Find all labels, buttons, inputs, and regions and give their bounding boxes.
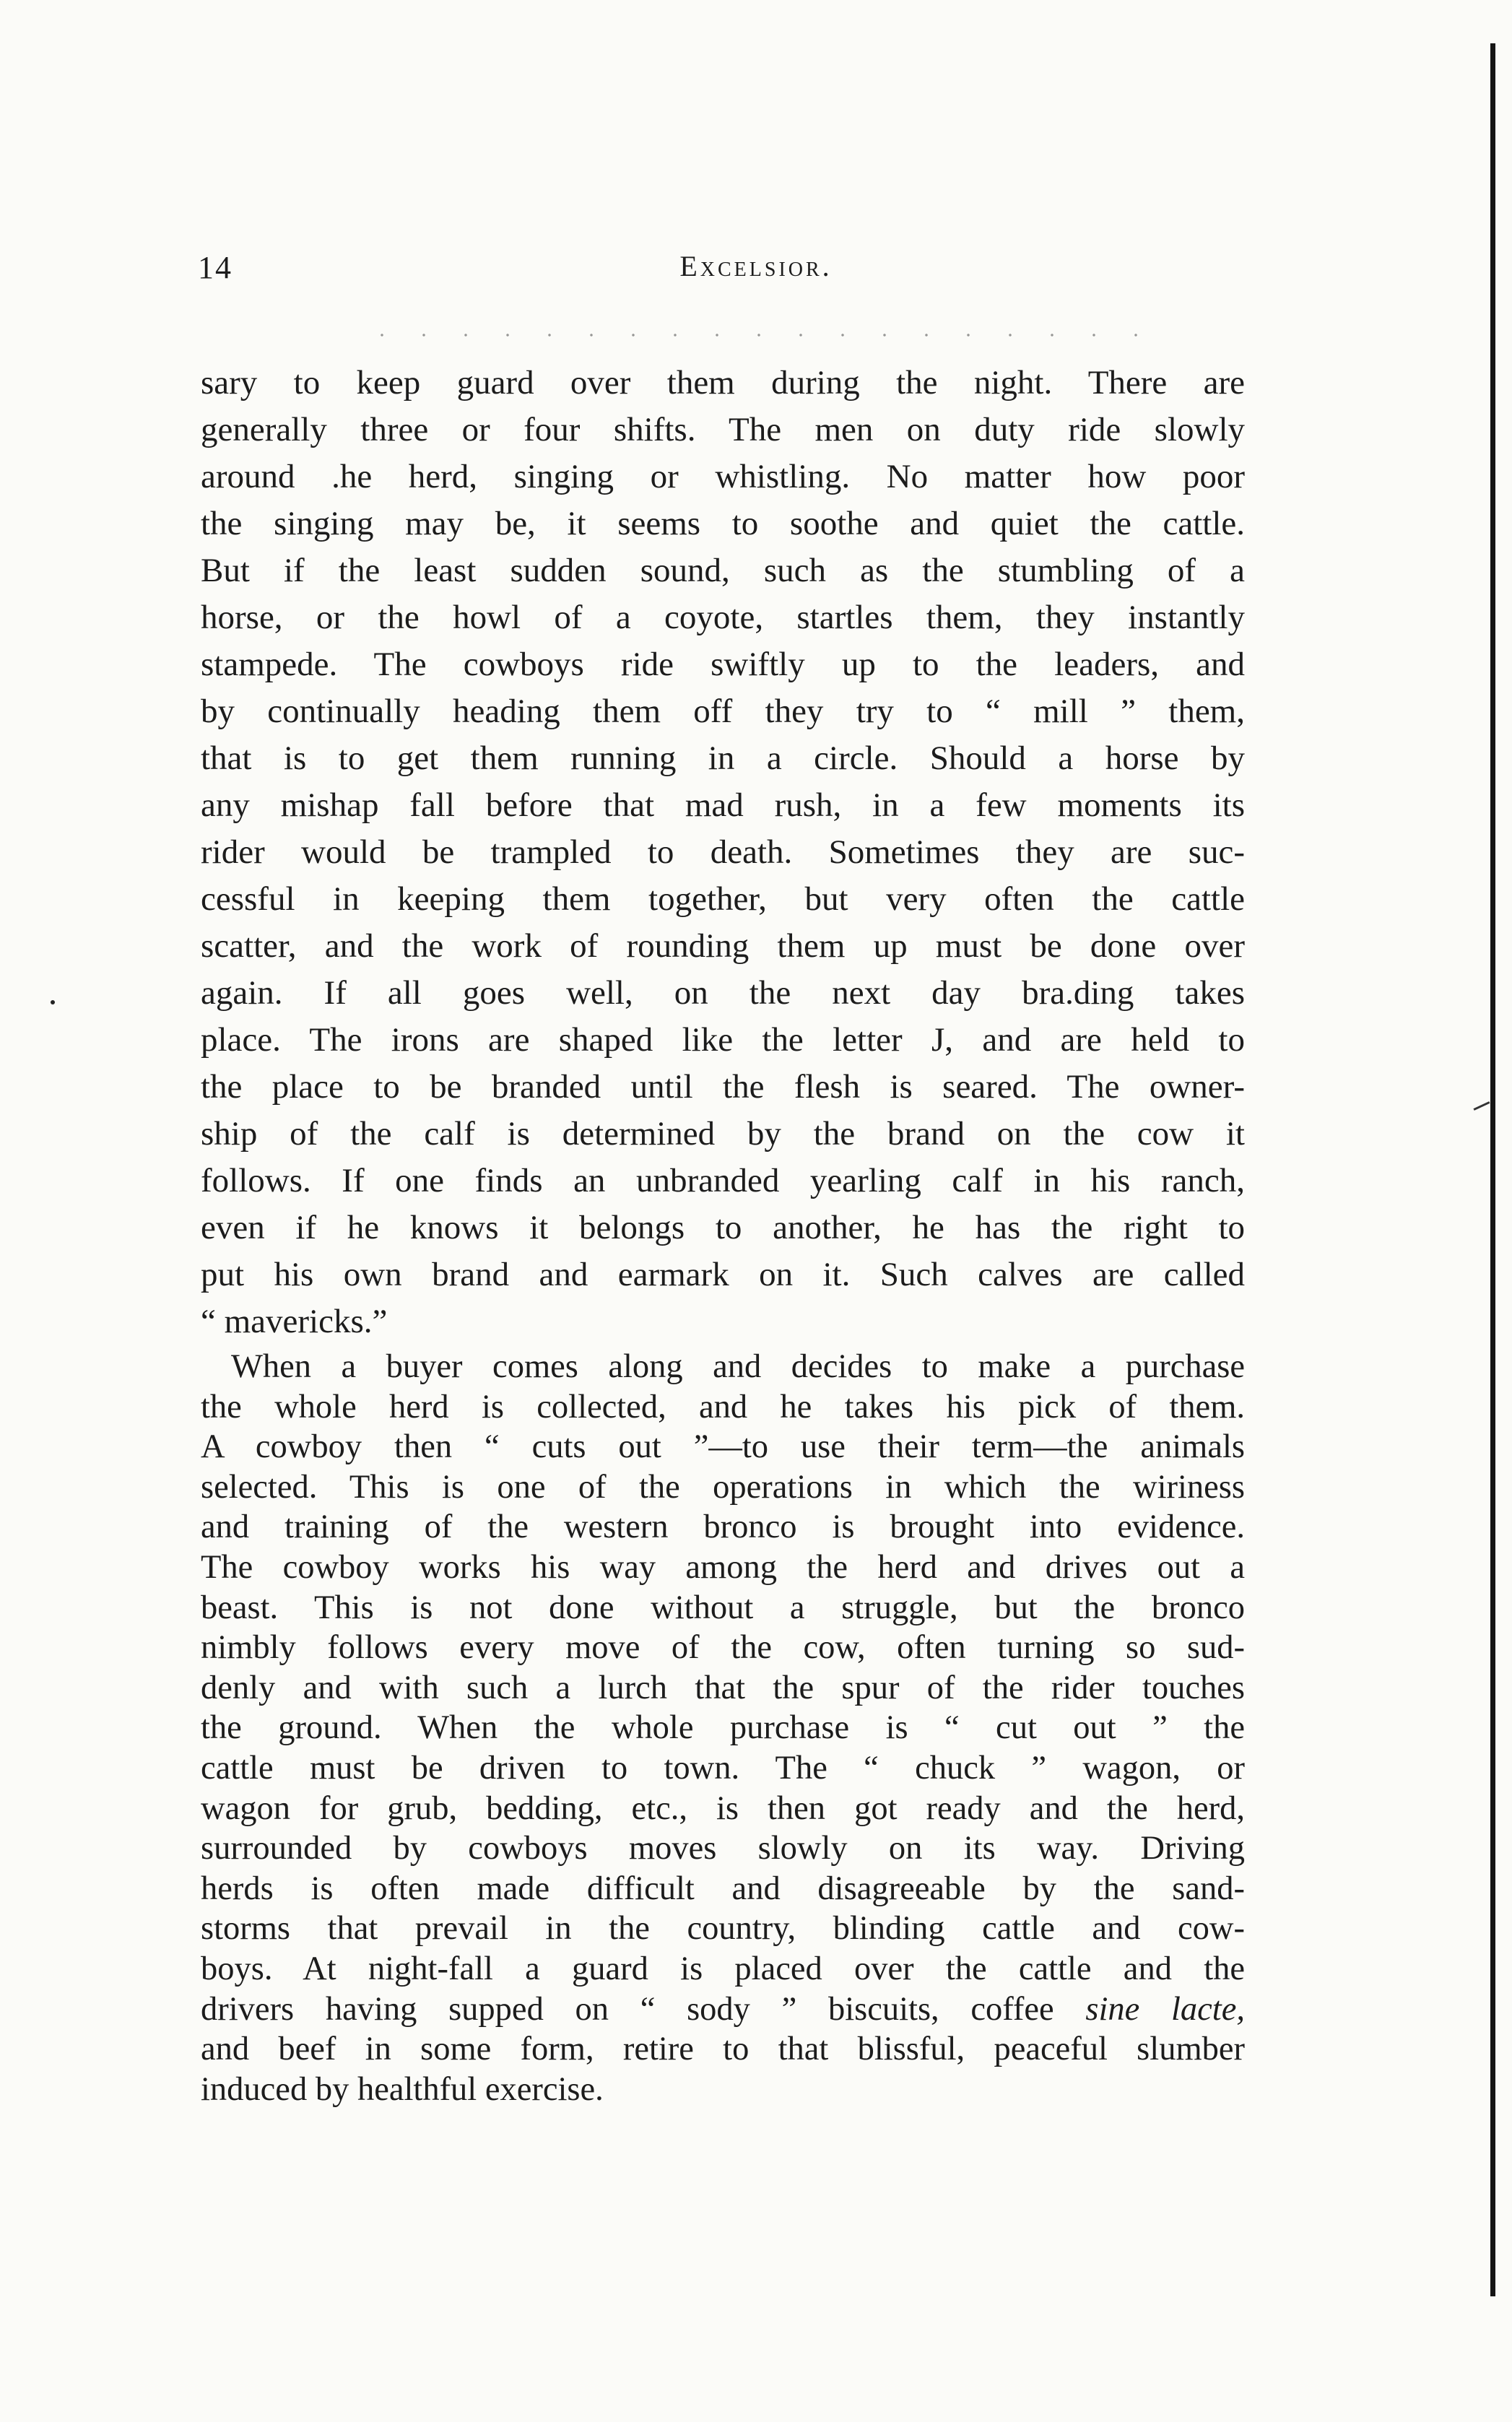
text-line: generally three or four shifts. The men on duty ride slowly xyxy=(201,411,1245,448)
text-line: wagon for grub, bedding, etc., is then got ready and the herd, xyxy=(201,1789,1245,1827)
text-line: any mishap fall before that mad rush, in a few moments its xyxy=(201,786,1245,824)
running-head: Excelsior. xyxy=(679,250,833,282)
text-line: around .he herd, singing or whistling. No matter how poor xyxy=(201,458,1245,495)
text-line: the ground. When the whole purchase is “ cut out ” the xyxy=(201,1709,1245,1747)
text-line: “ mavericks.” xyxy=(201,1303,388,1340)
text-line: denly and with such a lurch that the spur of the rider touches xyxy=(201,1669,1245,1706)
italic-phrase: sine lacte, xyxy=(1085,1990,1245,2028)
text-line: sary to keep guard over them during the night. There are xyxy=(201,364,1245,402)
text-line: even if he knows it belongs to another, he has the right to xyxy=(201,1209,1245,1246)
text-line: nimbly follows every move of the cow, often turning so sud- xyxy=(201,1629,1245,1667)
page-edge-rule xyxy=(1490,43,1495,2296)
text-line: the singing may be, it seems to soothe and quiet the cattle. xyxy=(201,505,1245,542)
text-line: surrounded by cowboys moves slowly on its way. Driving xyxy=(201,1830,1245,1867)
text-line: again. If all goes well, on the next day bra.ding takes xyxy=(201,974,1245,1012)
text-line: that is to get them running in a circle. Should a horse by xyxy=(201,739,1245,777)
text-line: When a buyer comes along and decides to make a purchase xyxy=(231,1348,1245,1385)
text-line: The cowboy works his way among the herd and drives out a xyxy=(201,1548,1245,1586)
text-line: But if the least sudden sound, such as the stumbling of a xyxy=(201,552,1245,589)
text-line: A cowboy then “ cuts out ”—to use their term—the animals xyxy=(201,1428,1245,1466)
paragraph-2 xyxy=(201,1347,1245,2109)
text-line: and training of the western bronco is brought into evidence. xyxy=(201,1509,1245,1546)
text-line: ship of the calf is determined by the brand on the cow it xyxy=(201,1115,1245,1153)
text-line: rider would be trampled to death. Sometimes they are suc- xyxy=(201,833,1245,871)
text-line: herds is often made difficult and disagreeable by the sand- xyxy=(201,1870,1245,1907)
margin-speck xyxy=(51,1000,55,1004)
text-line: induced by healthful exercise. xyxy=(201,2070,604,2108)
text-line: scatter, and the work of rounding them up must be done over xyxy=(201,927,1245,965)
text-line: the place to be branded until the flesh is seared. The owner- xyxy=(201,1068,1245,1106)
text-line xyxy=(201,1989,1245,2030)
text-line: place. The irons are shaped like the letter J, and are held to xyxy=(201,1021,1245,1059)
text-line: by continually heading them off they try to “ mill ” them, xyxy=(201,693,1245,730)
text-line: boys. At night-fall a guard is placed over the cattle and the xyxy=(201,1950,1245,1987)
text-line: storms that prevail in the country, blinding cattle and cow- xyxy=(201,1910,1245,1948)
page-number: 14 xyxy=(198,250,233,285)
text-line: follows. If one finds an unbranded yearling calf in his ranch, xyxy=(201,1162,1245,1199)
text-line: cessful in keeping them together, but very often the cattle xyxy=(201,880,1245,918)
text-line: stampede. The cowboys ride swiftly up to the leaders, and xyxy=(201,646,1245,683)
text-line: put his own brand and earmark on it. Such calves are called xyxy=(201,1256,1245,1293)
header-dotted-rule xyxy=(361,334,1163,337)
text-line: cattle must be driven to town. The “ chuck ” wagon, or xyxy=(201,1749,1245,1787)
text-line: selected. This is one of the operations in which the wiriness xyxy=(201,1468,1245,1506)
text-line: beast. This is not done without a struggle, but the bronco xyxy=(201,1589,1245,1626)
text-line: and beef in some form, retire to that blissful, peaceful slumber xyxy=(201,2031,1245,2068)
paragraph-1 xyxy=(201,360,1245,1345)
text-line: horse, or the howl of a coyote, startles them, they instantly xyxy=(201,599,1245,636)
page-edge-mark xyxy=(1473,1101,1490,1111)
text-line-start: drivers having supped on “ sody ” biscuits, coffee xyxy=(201,1990,1054,2028)
text-line: the whole herd is collected, and he takes his pick of them. xyxy=(201,1388,1245,1425)
